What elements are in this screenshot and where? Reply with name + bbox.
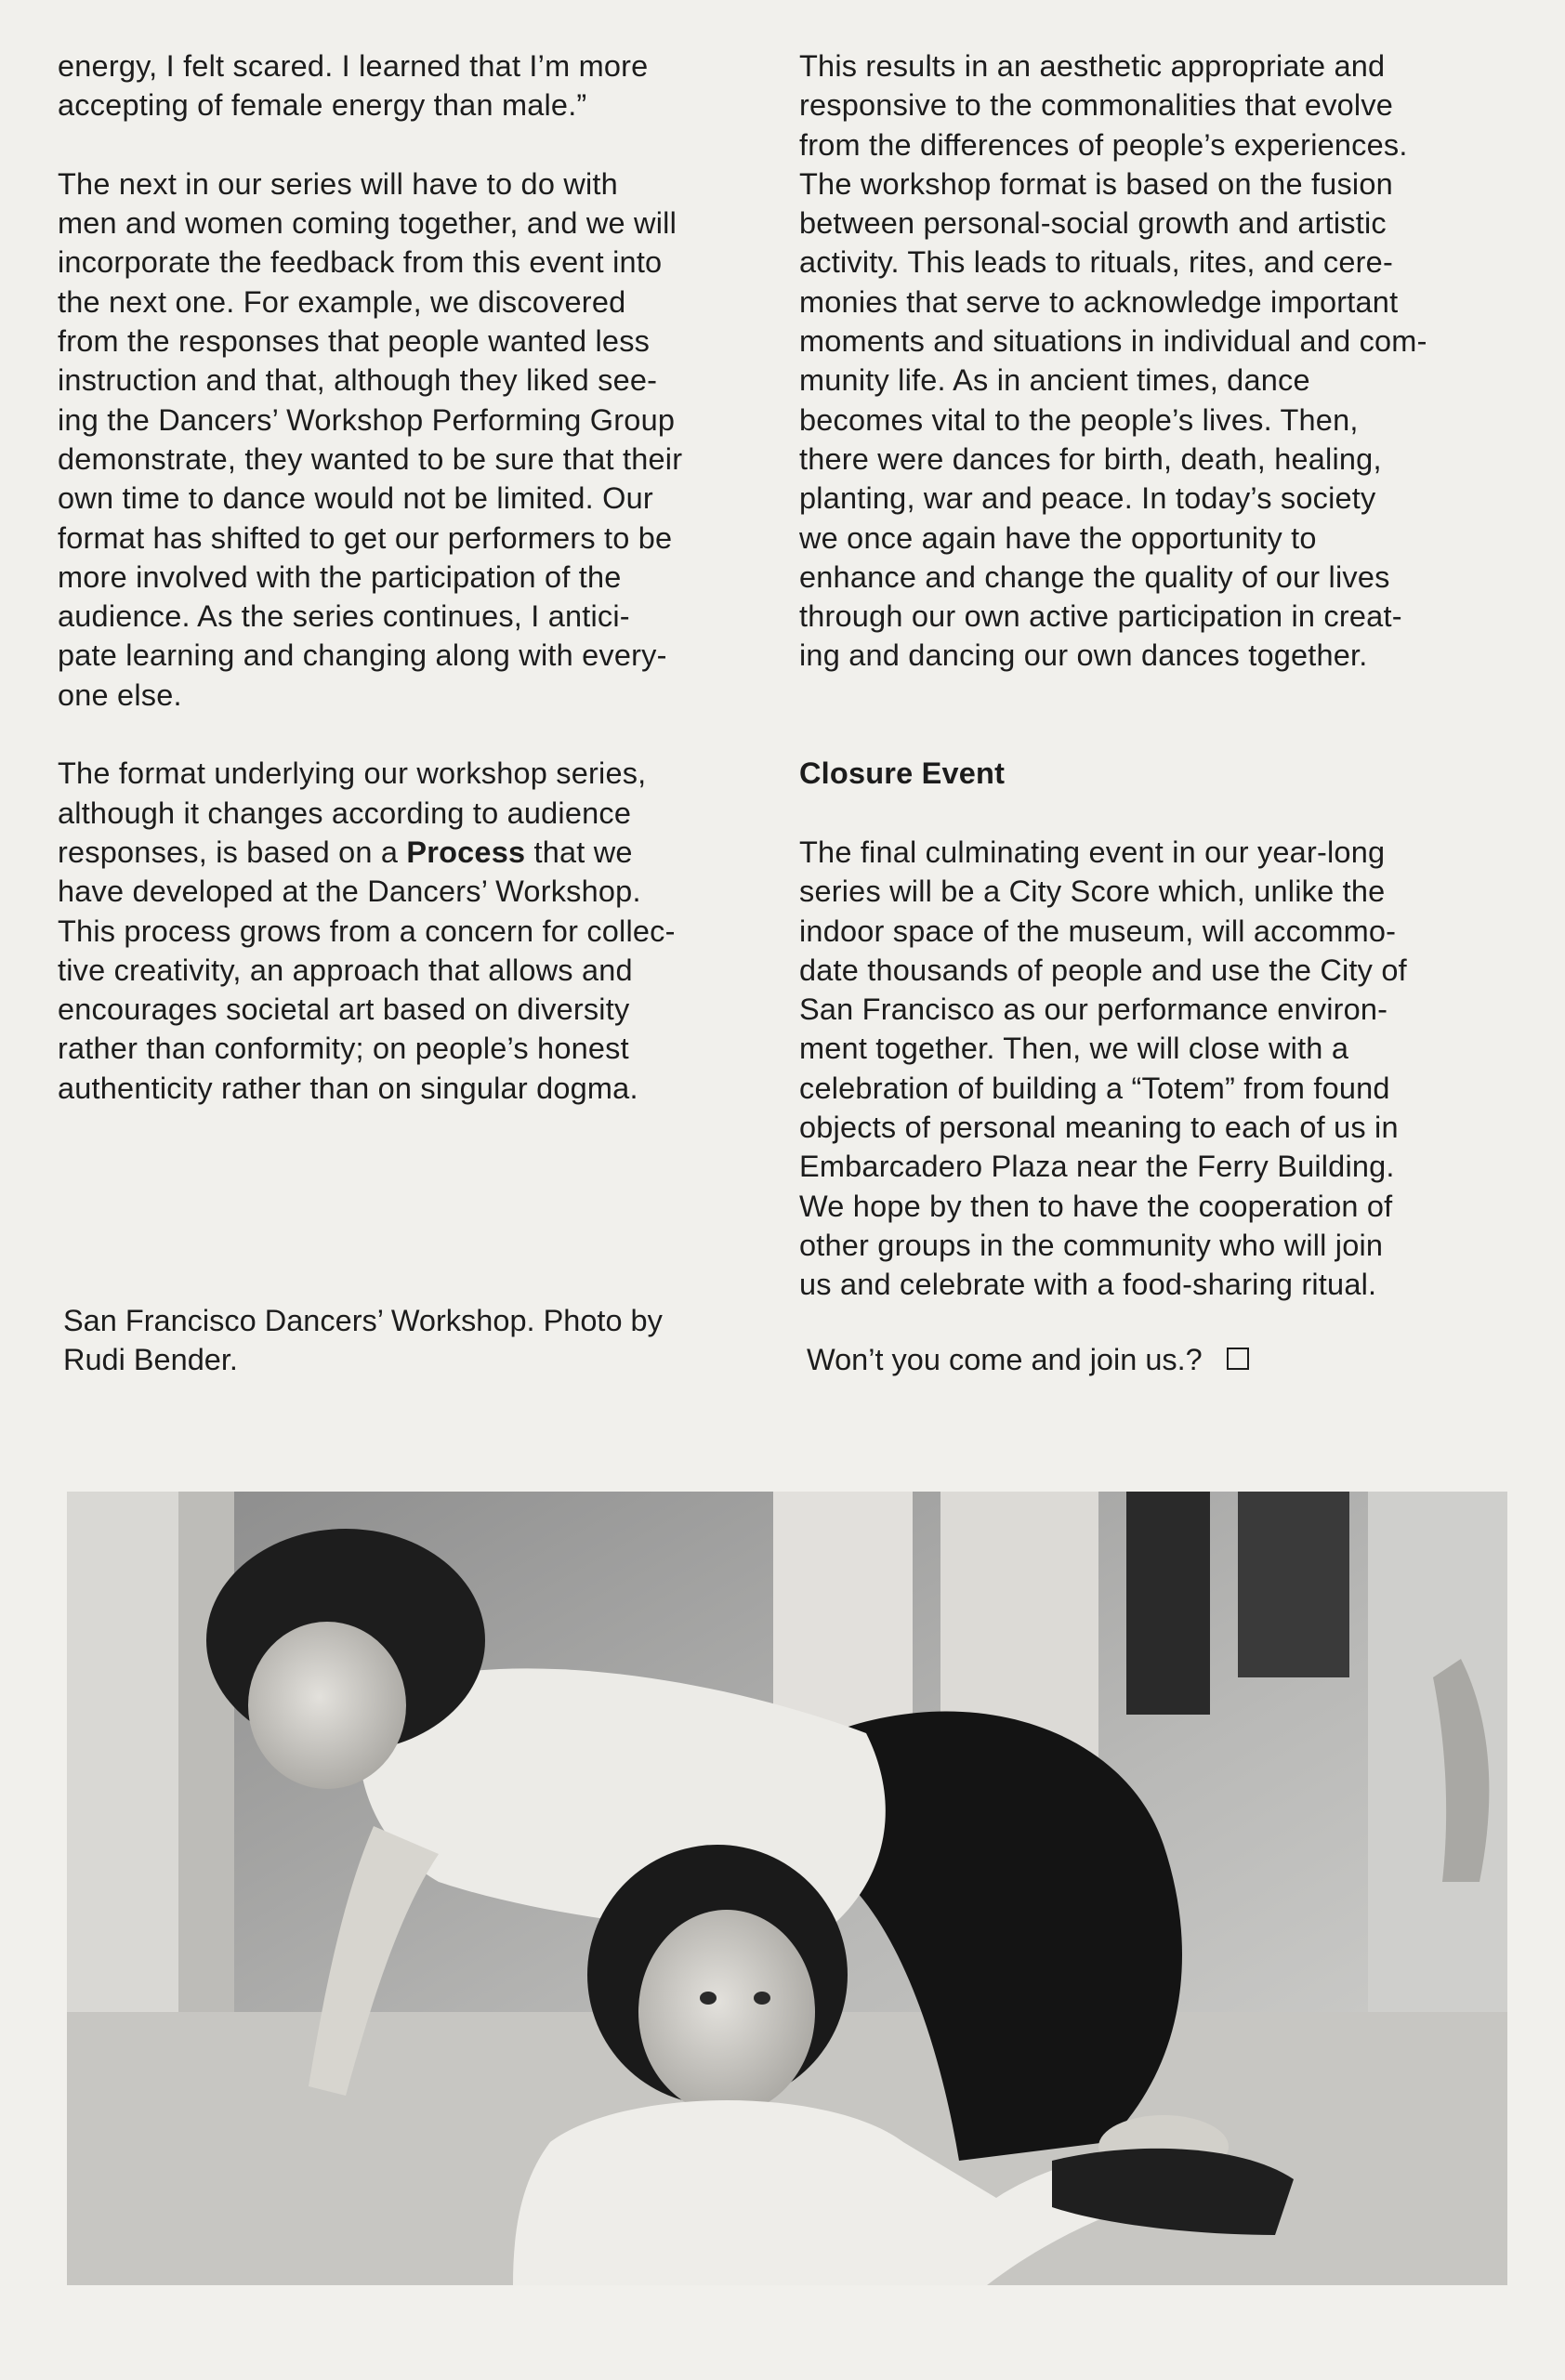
dancers-photo <box>67 1492 1507 2285</box>
right-paragraph-1: This results in an aesthetic appropriate and responsive to the commonalities that evolve from the differences of people’s experiences. The workshop format is based on the fusion between personal-social growth and artistic activity. This leads to rituals, rites, and cere- monies that serve to acknowledge important moments and situations in individual and com- munity life. As in ancient times, dance becomes vital to the people’s lives. Then, there were dances for birth, death, healing, planting, war and peace. In today’s society we once again have the opportunity to enhance and change the quality of our lives through our own active participation in creat- ing and dancing our own dances together. <box>799 49 1427 673</box>
photo-caption: San Francisco Dancers’ Workshop. Photo by Rudi Bender. <box>63 1304 663 1377</box>
photo-illustration <box>67 1492 1507 2285</box>
process-term: Process <box>406 835 526 869</box>
end-mark-icon <box>1227 1348 1249 1370</box>
left-column <box>58 46 773 1108</box>
left-paragraph-1: energy, I felt scared. I learned that I’m more accepting of female energy than male.” <box>58 49 649 123</box>
left-paragraph-3 <box>58 754 773 1108</box>
closing-text: Won’t you come and join us.? <box>807 1343 1203 1376</box>
right-column <box>799 46 1515 1305</box>
left-paragraph-3-end: that we have developed at the Dancers’ Workshop. This process grows from a concern for collec- tive creativity, an approach that allows and encourages societal art based on diversity rather than conformity; on people’s honest authenticity rather than on singular dogma. <box>58 835 676 1105</box>
closing-line <box>807 1340 1249 1379</box>
left-paragraph-3-start: The format underlying our workshop series, although it changes according to audience responses, is based on a <box>58 756 647 869</box>
left-paragraph-2: The next in our series will have to do with men and women coming together, and we will incorporate the feedback from this event into the next one. For example, we discovered from the responses that people wanted less instruction and that, although they liked see- ing the Dancers’ Workshop Performing Group demonstrate, they wanted to be sure that their own time to dance would not be limited. Our format has shifted to get our performers to be more involved with the participation of the audience. As the series continues, I antici- pate learning and changing along with every- one else. <box>58 166 683 712</box>
right-paragraph-2: The final culminating event in our year-long series will be a City Score which, unlike the indoor space of the museum, will accommo- date thousands of people and use the City of San Francisco as our performance environ- ment together. Then, we will close with a celebration of building a “Totem” from found objects of personal meaning to each of us in Embarcadero Plaza near the Ferry Building. We hope by then to have the cooperation of other groups in the community who will join us and celebrate with a food-sharing ritual. <box>799 835 1407 1302</box>
closure-event-heading: Closure Event <box>799 756 1006 791</box>
